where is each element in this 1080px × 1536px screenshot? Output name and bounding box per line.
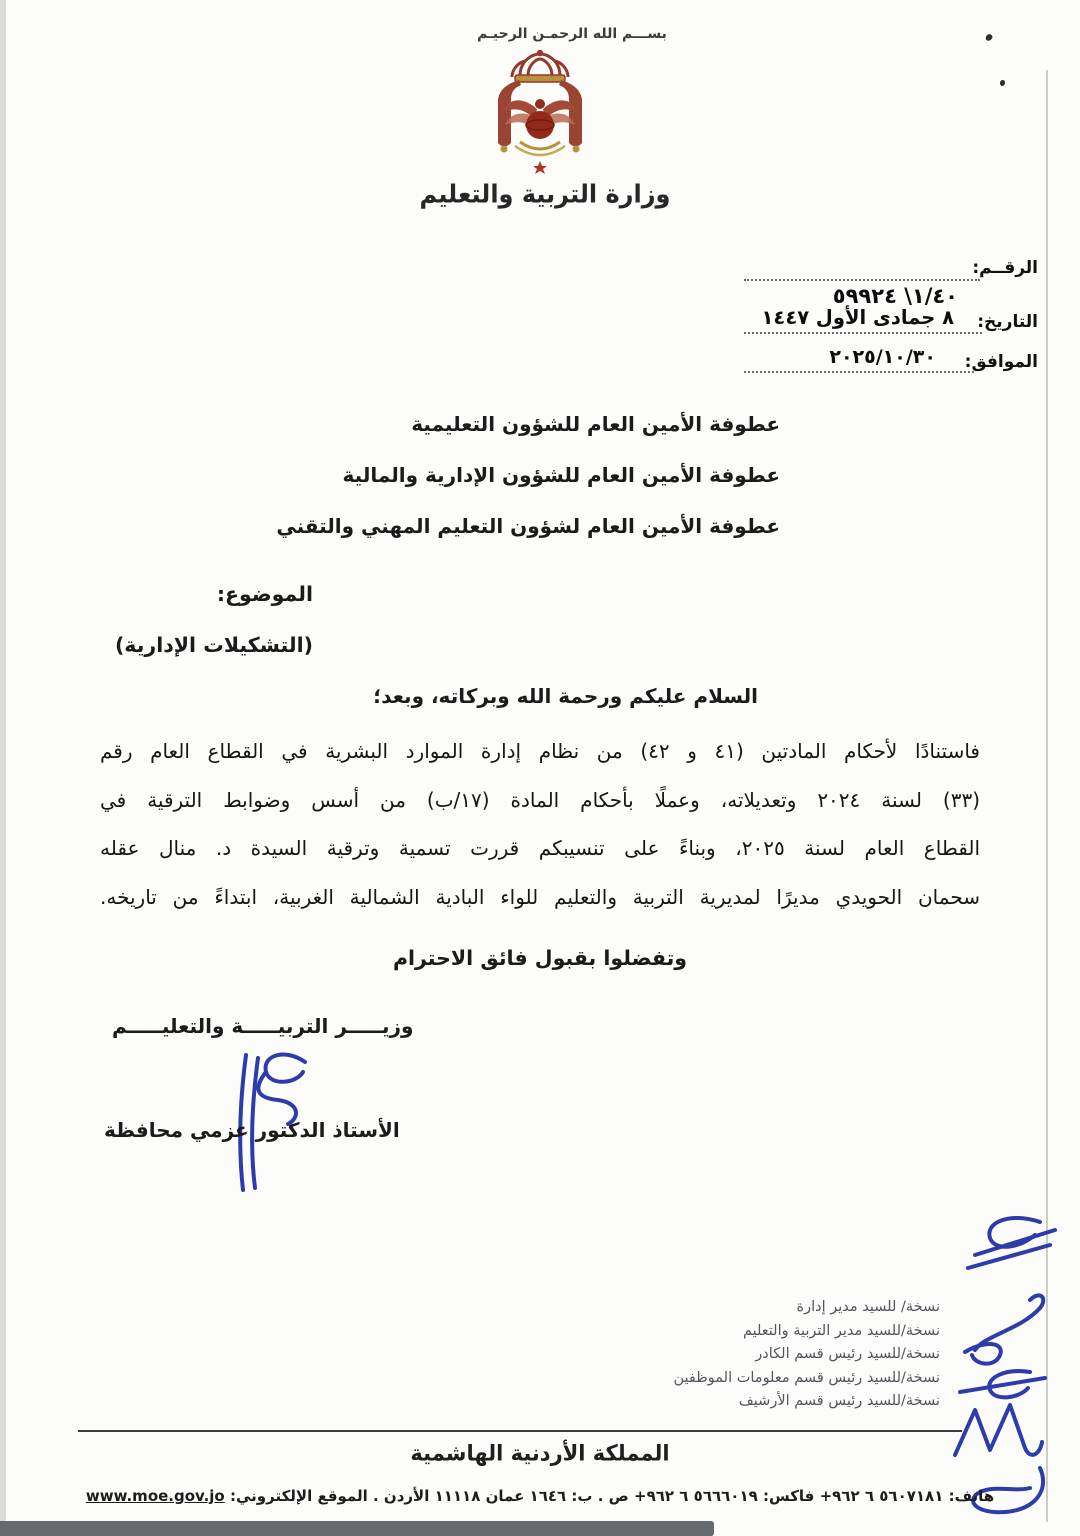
subject-label: الموضوع:	[216, 582, 313, 606]
body-line: سحمان الحويدي مديرًا لمديرية التربية والتعليم للواء البادية الشمالية الغربية، ابتداءً من تاريخه.	[100, 884, 980, 909]
cc-item: نسخة/ للسيد مدير إدارة	[796, 1299, 940, 1315]
ref-gregorian-dotted-line	[744, 369, 974, 373]
cc-item: نسخة/للسيد رئيس قسم الكادر	[755, 1346, 940, 1362]
ref-gregorian-value: ٢٠٢٥/١٠/٣٠	[829, 346, 936, 368]
cc-item: نسخة/للسيد رئيس قسم الأرشيف	[738, 1393, 940, 1409]
scan-speck	[1000, 80, 1005, 86]
kingdom-name: المملكة الأردنية الهاشمية	[410, 1440, 670, 1466]
footer-contact-line	[0, 1487, 1080, 1505]
salutation: السلام عليكم ورحمة الله وبركاته، وبعد؛	[373, 684, 758, 708]
addressee-line: عطوفة الأمين العام للشؤون التعليمية	[411, 412, 780, 436]
ref-date-dotted-line	[744, 330, 982, 334]
ministry-name-calligraphy: وزارة التربية والتعليم	[419, 179, 671, 209]
margin-approval-signatures-ink	[940, 1200, 1080, 1536]
bismillah-calligraphy: بســـم الله الرحمـن الرحيـم	[477, 26, 667, 42]
minister-name: الأستاذ الدكتور عزمي محافظة	[104, 1118, 400, 1142]
scan-speck	[985, 33, 994, 42]
body-line: (٣٣) لسنة ٢٠٢٤ وتعديلاته، وعملًا بأحكام المادة (١٧/ب) من أسس وضوابط الترقية في	[100, 787, 980, 812]
body-paragraph	[100, 727, 980, 921]
ministry-website: www.moe.gov.jo	[85, 1487, 225, 1505]
body-line: القطاع العام لسنة ٢٠٢٥، وبناءً على تنسيبكم قررت تسمية وترقية السيدة د. منال عقله	[100, 836, 980, 860]
cc-item: نسخة/للسيد مدير التربية والتعليم	[742, 1322, 940, 1339]
ref-number-label: الرقــم:	[972, 258, 1038, 278]
footer-separator-line	[78, 1430, 962, 1432]
ref-number-dotted-line	[744, 277, 980, 281]
scan-bottom-edge	[0, 1521, 714, 1536]
cc-item: نسخة/للسيد رئيس قسم معلومات الموظفين	[673, 1369, 940, 1386]
footer-contact-text: هاتف: ٥٦٠٧١٨١ ٦ ٩٦٢+ فاكس: ٥٦٦٦٠١٩ ٦ ٩٦٢+ ص . ب: ١٦٤٦ عمان ١١١١٨ الأردن . الموقع الإلكتروني:	[229, 1487, 995, 1505]
jordan-coat-of-arms	[465, 46, 615, 191]
subject-value: (التشكيلات الإدارية)	[114, 633, 313, 657]
body-line: فاستنادًا لأحكام المادتين (٤١ و ٤٢) من نظام إدارة الموارد البشرية في القطاع العام رقم	[100, 739, 980, 763]
addressee-line: عطوفة الأمين العام لشؤون التعليم المهني والتقني	[276, 514, 780, 538]
closing-phrase: وتفضلوا بقبول فائق الاحترام	[392, 946, 688, 970]
ref-date-value: ٨ جمادى الأول ١٤٤٧	[761, 306, 954, 329]
ref-number-value: ١/٤٠\ ٥٩٩٢٤	[832, 284, 958, 308]
ref-gregorian-label: الموافق:	[964, 352, 1038, 372]
cc-list	[674, 1296, 940, 1414]
minister-title: وزيـــــر التربيـــــة والتعليـــــم	[112, 1014, 414, 1038]
subject-block	[108, 569, 313, 671]
addressee-block	[276, 399, 780, 552]
addressee-line: عطوفة الأمين العام للشؤون الإدارية والمالية	[342, 463, 780, 487]
scan-left-edge	[0, 0, 6, 1536]
ref-date-label: التاريخ:	[977, 312, 1038, 332]
